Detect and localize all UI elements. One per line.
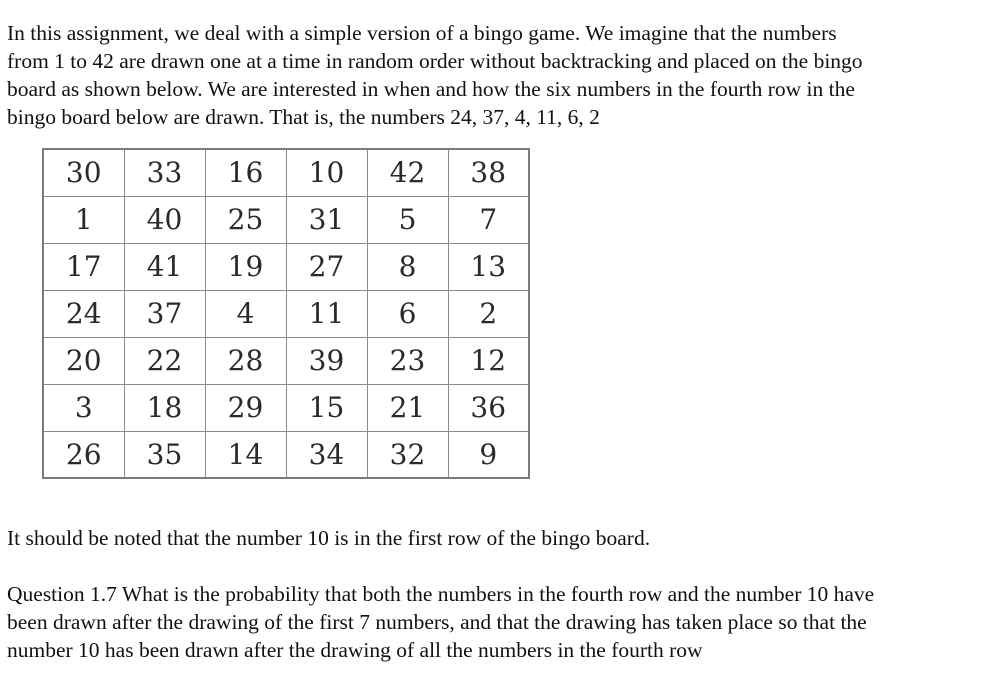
board-row-3 xyxy=(43,243,529,290)
board-cell: 33 xyxy=(124,149,205,196)
board-cell: 28 xyxy=(205,337,286,384)
board-cell: 7 xyxy=(448,196,529,243)
board-row-4 xyxy=(43,290,529,337)
note-text: It should be noted that the number 10 is in the first row of the bingo board. xyxy=(7,526,651,550)
board-cell: 20 xyxy=(43,337,124,384)
board-cell: 40 xyxy=(124,196,205,243)
board-row-7 xyxy=(43,431,529,478)
intro-line: In this assignment, we deal with a simple version of a bingo game. We imagine that the numbers xyxy=(7,21,837,45)
board-row-2 xyxy=(43,196,529,243)
board-cell: 9 xyxy=(448,431,529,478)
board-cell: 29 xyxy=(205,384,286,431)
board-cell: 34 xyxy=(286,431,367,478)
board-cell: 26 xyxy=(43,431,124,478)
board-cell: 10 xyxy=(286,149,367,196)
board-cell: 17 xyxy=(43,243,124,290)
board-cell: 8 xyxy=(367,243,448,290)
board-cell: 13 xyxy=(448,243,529,290)
board-cell: 15 xyxy=(286,384,367,431)
question-line: Question 1.7 What is the probability that both the numbers in the fourth row and the number 10 have xyxy=(7,582,875,606)
board-cell: 41 xyxy=(124,243,205,290)
board-cell: 22 xyxy=(124,337,205,384)
board-cell: 38 xyxy=(448,149,529,196)
question-line: number 10 has been drawn after the drawing of all the numbers in the fourth row xyxy=(7,638,703,662)
board-cell: 21 xyxy=(367,384,448,431)
board-cell: 18 xyxy=(124,384,205,431)
board-cell: 30 xyxy=(43,149,124,196)
question-paragraph xyxy=(7,580,982,664)
intro-line: bingo board below are drawn. That is, the numbers 24, 37, 4, 11, 6, 2 xyxy=(7,105,600,129)
board-cell: 4 xyxy=(205,290,286,337)
intro-line: board as shown below. We are interested in when and how the six numbers in the fourth row in the xyxy=(7,77,855,101)
board-cell: 16 xyxy=(205,149,286,196)
board-cell: 12 xyxy=(448,337,529,384)
board-cell: 42 xyxy=(367,149,448,196)
board-cell: 24 xyxy=(43,290,124,337)
board-cell: 6 xyxy=(367,290,448,337)
board-cell: 11 xyxy=(286,290,367,337)
board-cell: 23 xyxy=(367,337,448,384)
board-row-5 xyxy=(43,337,529,384)
board-cell: 25 xyxy=(205,196,286,243)
board-cell: 1 xyxy=(43,196,124,243)
board-cell: 31 xyxy=(286,196,367,243)
board-cell: 14 xyxy=(205,431,286,478)
intro-paragraph xyxy=(7,19,982,131)
board-cell: 19 xyxy=(205,243,286,290)
board-cell: 36 xyxy=(448,384,529,431)
question-line: been drawn after the drawing of the first 7 numbers, and that the drawing has taken place so that the xyxy=(7,610,867,634)
intro-line: from 1 to 42 are drawn one at a time in random order without backtracking and placed on the bingo xyxy=(7,49,863,73)
board-cell: 39 xyxy=(286,337,367,384)
board-cell: 3 xyxy=(43,384,124,431)
board-cell: 27 xyxy=(286,243,367,290)
board-cell: 37 xyxy=(124,290,205,337)
bingo-board xyxy=(42,148,530,479)
board-cell: 32 xyxy=(367,431,448,478)
board-cell: 2 xyxy=(448,290,529,337)
board-row-6 xyxy=(43,384,529,431)
board-cell: 35 xyxy=(124,431,205,478)
board-row-1 xyxy=(43,149,529,196)
board-cell: 5 xyxy=(367,196,448,243)
